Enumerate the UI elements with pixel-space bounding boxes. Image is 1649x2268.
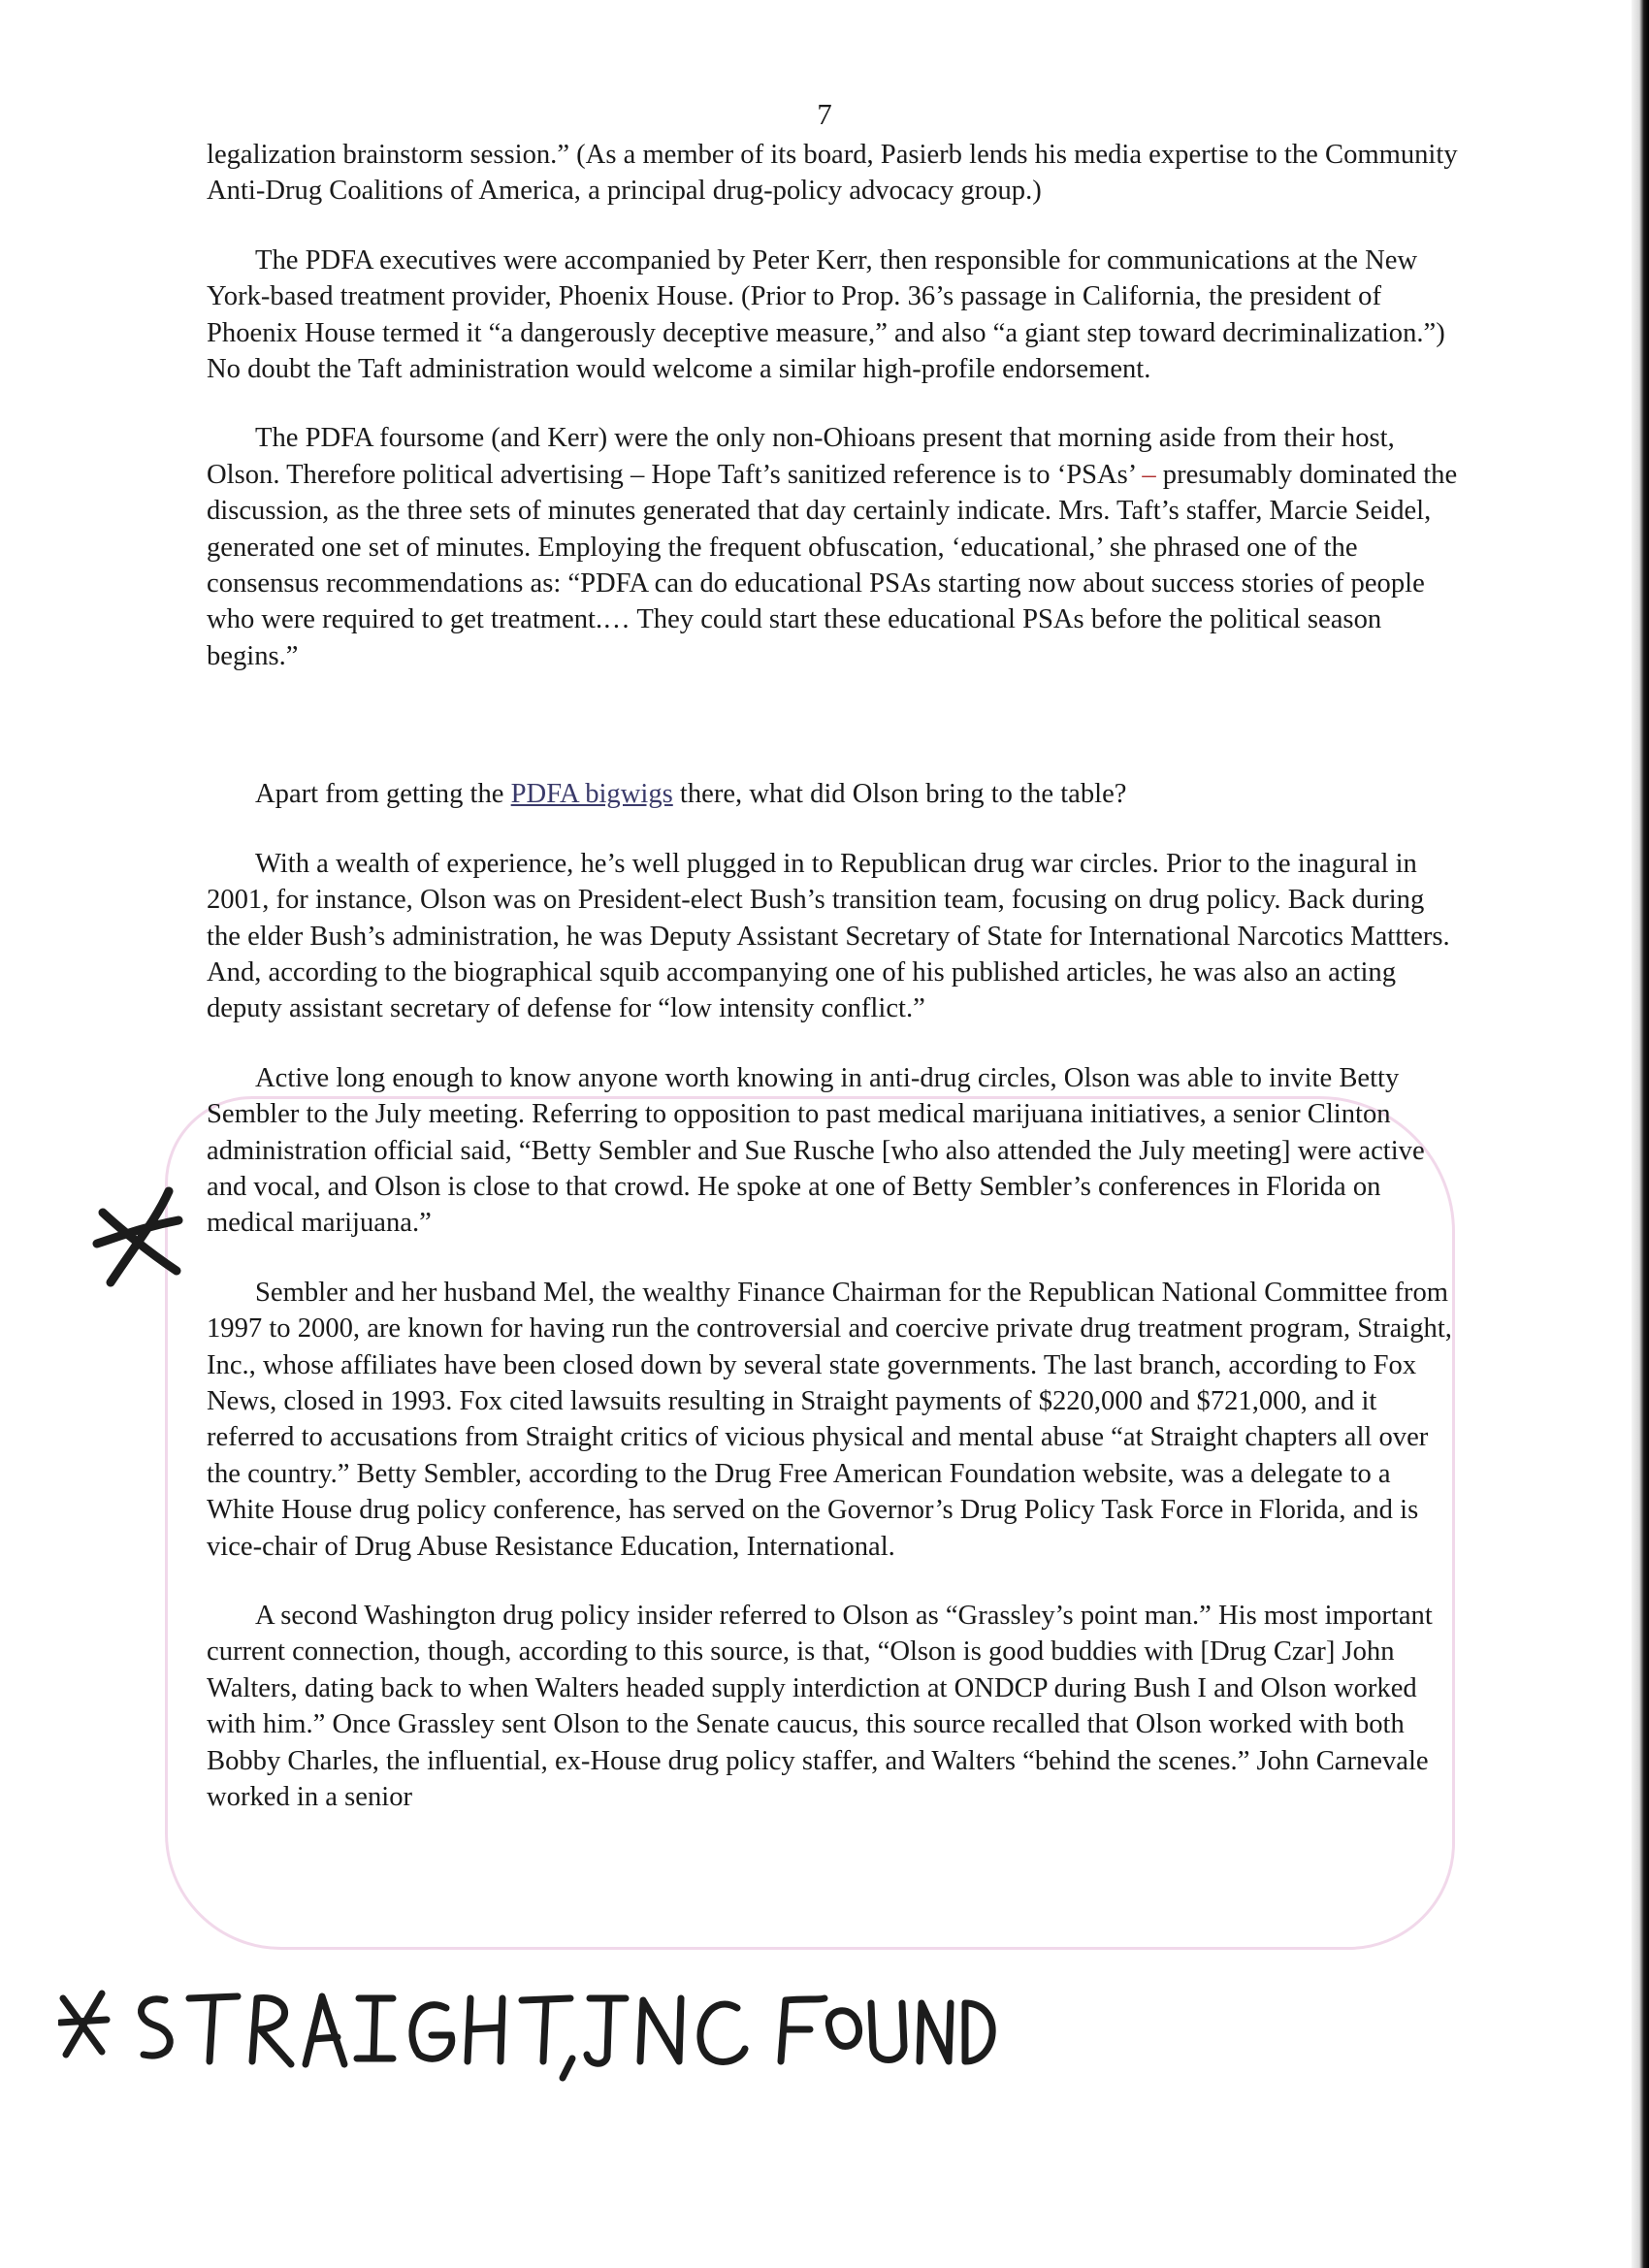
- paragraph-3-text-b: presumably dominated the discussion, as the three sets of minutes generated that day certainly indicate. Mrs. Taft’s staffer, Marcie Seidel, generated one set of minutes. Employing the frequent obfuscation, ‘educational,’ she phrased one of the consensus recommendations as: “PDFA can do educational PSAs starting now about success stories of people who were required to get treatment.… They could start these educational PSAs before the political season begins.”: [207, 459, 1458, 671]
- paragraph-2: The PDFA executives were accompanied by Peter Kerr, then responsible for communications at the New York-based treatment provider, Phoenix House. (Prior to Prop. 36’s passage in California, the president of Phoenix House termed it “a dangerously deceptive measure,” and also “a giant step toward decriminalization.”) No doubt the Taft administration would welcome a similar high-profile endorsement.: [207, 244, 1445, 385]
- pdfa-bigwigs-link[interactable]: PDFA bigwigs: [510, 779, 673, 810]
- handwritten-note: [58, 1969, 1009, 2095]
- paragraph-1: legalization brainstorm session.” (As a member of its board, Pasierb lends his media expertise to the Community Anti-Drug Coalitions of America, a principal drug-policy advocacy group.): [207, 140, 1458, 207]
- page-number: 7: [817, 97, 832, 131]
- paragraph-5: With a wealth of experience, he’s well plugged in to Republican drug war circles. Prior to the inagural in 2001, for instance, Olson was on President-elect Bush’s transition team, focusing on drug policy. Back during the elder Bush’s administration, he was Deputy Assistant Secretary of State for International Narcotics Mattters. And, according to the biographical squib accompanying one of his published articles, he was also an acting deputy assistant secretary of defense for “low intensity conflict.”: [207, 848, 1450, 1024]
- paragraph-3-text-a: The PDFA foursome (and Kerr) were the only non-Ohioans present that morning aside from their host, Olson. Therefore political advertising – Hope Taft’s sanitized reference is to ‘PSAs’: [207, 423, 1395, 490]
- paragraph-3: [207, 420, 1458, 674]
- red-dash: –: [1142, 459, 1156, 490]
- paragraph-7: Sembler and her husband Mel, the wealthy Finance Chairman for the Republican National Committee from 1997 to 2000, are known for having run the controversial and coercive private drug treatment program, Straight, Inc., whose affiliates have been closed down by several state governments. The last branch, according to Fox News, closed in 1993. Fox cited lawsuits resulting in Straight payments of $220,000 and $721,000, and it referred to accusations from Straight critics of vicious physical and mental abuse “at Straight chapters all over the country.” Betty Sembler, according to the Drug Free American Foundation website, was a delegate to a White House drug policy conference, has served on the Governor’s Drug Policy Task Force in Florida, and is vice-chair of Drug Abuse Resistance Education, International.: [207, 1277, 1452, 1562]
- paragraph-4-text-b: there, what did Olson bring to the table?: [672, 779, 1127, 810]
- scan-page-edge: [1632, 0, 1649, 2268]
- document-body: [207, 137, 1458, 1815]
- paragraph-4: [207, 776, 1458, 812]
- paragraph-4-text-a: Apart from getting the: [255, 779, 511, 810]
- paragraph-8: A second Washington drug policy insider referred to Olson as “Grassley’s point man.” His most important current connection, though, according to this source, is that, “Olson is good buddies with [Drug Czar] John Walters, dating back to when Walters headed supply interdiction at ONDCP during Bush I and Olson worked with him.” Once Grassley sent Olson to the Senate caucus, this source recalled that Olson worked with both Bobby Charles, the influential, ex-House drug policy staffer, and Walters “behind the scenes.” John Carnevale worked in a senior: [207, 1601, 1433, 1813]
- paragraph-6: Active long enough to know anyone worth knowing in anti-drug circles, Olson was able to invite Betty Sembler to the July meeting. Referring to opposition to past medical marijuana initiatives, a senior Clinton administration official said, “Betty Sembler and Sue Rusche [who also attended the July meeting] were active and vocal, and Olson is close to that crowd. He spoke at one of Betty Sembler’s conferences in Florida on medical marijuana.”: [207, 1062, 1425, 1239]
- margin-asterisk-icon: [89, 1183, 186, 1290]
